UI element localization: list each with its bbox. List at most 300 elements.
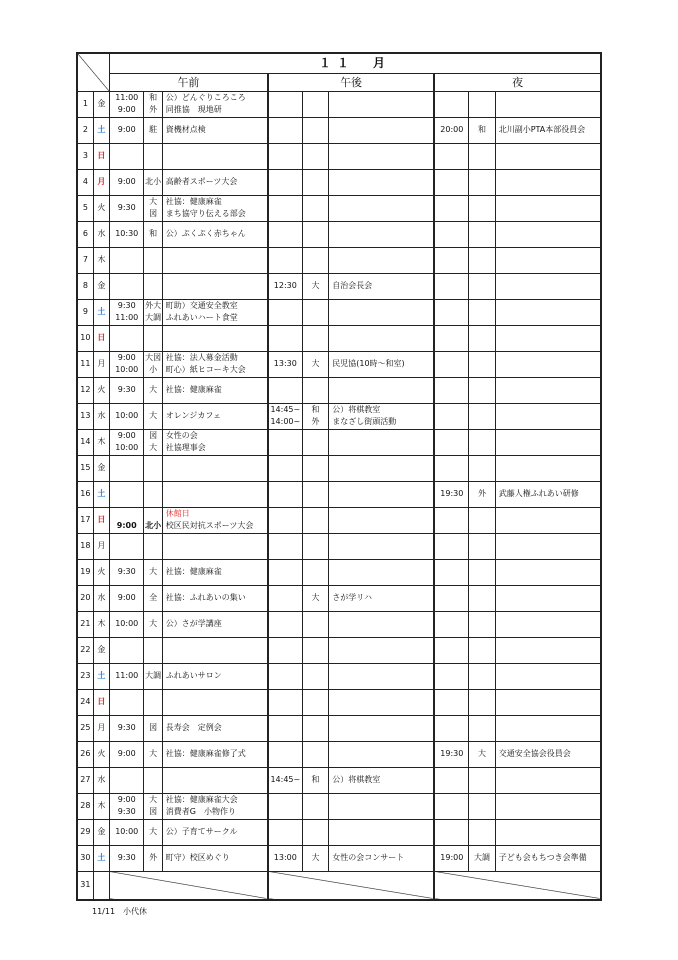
event-title-cell-pm (329, 455, 435, 481)
event-time-cell-night (434, 273, 469, 299)
event-place-cell-night (469, 585, 495, 611)
event-time-cell-am (109, 221, 144, 247)
day-number: 6 (77, 221, 93, 247)
event-title-cell-pm (329, 637, 435, 663)
event-title-cell-am (162, 247, 268, 273)
event-place: 図 (149, 430, 158, 440)
event-time: 14:45~ (270, 774, 301, 784)
event-place-cell-pm (302, 221, 328, 247)
day-number: 21 (77, 611, 93, 637)
event-time-cell-am (109, 819, 144, 845)
event-title: 町心）紙ヒコーキ大会 (165, 365, 246, 375)
event-place-cell-pm (302, 819, 328, 845)
event-place: 外 (478, 488, 487, 498)
day-of-week: 火 (93, 195, 109, 221)
event-place-cell-pm (302, 637, 328, 663)
event-time-cell-pm (268, 377, 303, 403)
event-title: オレンジカフェ (165, 410, 221, 420)
event-time-cell-night (434, 403, 469, 429)
day-of-week: 木 (93, 247, 109, 273)
event-title-cell-night (495, 273, 601, 299)
event-place: 大 (149, 826, 158, 836)
event-place-cell-pm (302, 143, 328, 169)
calendar-day-row (77, 429, 601, 455)
event-place: 外大 (145, 300, 162, 310)
event-place-cell-night (469, 455, 495, 481)
event-place: 駐 (149, 124, 158, 134)
section-header-pm: 午後 (268, 73, 434, 91)
event-title: 長寿会 定例会 (165, 722, 222, 732)
event-title: 社協：健康麻雀 (165, 384, 222, 394)
event-time-cell-pm (268, 169, 303, 195)
event-place: 北小 (145, 176, 162, 186)
event-time-cell-night (434, 195, 469, 221)
event-title: ふれあいサロン (165, 670, 222, 680)
event-place-cell-night (469, 637, 495, 663)
event-title: 公）将棋教室 (332, 404, 381, 414)
event-title-cell-pm (329, 481, 435, 507)
event-title-cell-am (162, 299, 268, 325)
event-time-cell-am (109, 169, 144, 195)
event-place-cell-night (469, 767, 495, 793)
event-time-cell-pm (268, 455, 303, 481)
event-title-cell-night (495, 637, 601, 663)
day-of-week: 木 (93, 611, 109, 637)
event-time-cell-pm (268, 585, 303, 611)
calendar-day-row (77, 715, 601, 741)
event-title-cell-pm (329, 273, 435, 299)
event-time-cell-night (434, 507, 469, 533)
event-time-cell-night (434, 325, 469, 351)
event-place-cell-night (469, 741, 495, 767)
event-place-cell-pm (302, 377, 328, 403)
event-time: 14:00~ (270, 417, 301, 427)
event-time-cell-am (109, 689, 144, 715)
blank-diagonal-pm (268, 871, 434, 900)
event-title: 社協：健康麻雀 (165, 196, 222, 206)
event-title-cell-am (162, 793, 268, 819)
event-place: 図 (149, 209, 158, 219)
event-title-cell-am (162, 195, 268, 221)
calendar-day-row (77, 689, 601, 715)
day-number: 1 (77, 91, 93, 117)
event-time-cell-am (109, 767, 144, 793)
event-title: 交通安全協会役員会 (498, 748, 571, 758)
event-title: 女性の会コンサート (332, 852, 405, 862)
event-time-cell-am (109, 351, 144, 377)
event-time-cell-pm (268, 637, 303, 663)
event-title-cell-pm (329, 793, 435, 819)
event-time-cell-night (434, 429, 469, 455)
event-time-cell-pm (268, 117, 303, 143)
event-time: 9:00 (116, 521, 137, 531)
calendar-day-row (77, 195, 601, 221)
event-place: 大 (311, 592, 320, 602)
day-number: 28 (77, 793, 93, 819)
event-place: 大 (149, 748, 158, 758)
day-number: 7 (77, 247, 93, 273)
day-of-week: 水 (93, 767, 109, 793)
calendar-day-row (77, 585, 601, 611)
event-place-cell-am (144, 429, 162, 455)
event-time-cell-am (109, 117, 144, 143)
event-time-cell-am (109, 741, 144, 767)
event-place-cell-am (144, 637, 162, 663)
calendar-day-row (77, 845, 601, 871)
event-place-cell-am (144, 663, 162, 689)
event-place-cell-am (144, 143, 162, 169)
event-place-cell-night (469, 117, 495, 143)
event-place-cell-am (144, 767, 162, 793)
event-place: 北小 (145, 521, 162, 531)
event-place: 大 (478, 748, 487, 758)
day-number: 18 (77, 533, 93, 559)
event-time: 9:30 (117, 807, 136, 817)
event-time: 11:00 (115, 670, 139, 680)
event-place-cell-night (469, 793, 495, 819)
event-time-cell-pm (268, 429, 303, 455)
event-time-cell-am (109, 91, 144, 117)
event-title-cell-pm (329, 169, 435, 195)
event-title-cell-pm (329, 767, 435, 793)
event-place-cell-night (469, 221, 495, 247)
event-place: 大 (149, 443, 158, 453)
event-title-cell-am (162, 689, 268, 715)
event-title: 高齢者スポーツ大会 (165, 176, 238, 186)
event-time-cell-night (434, 91, 469, 117)
event-title-cell-night (495, 117, 601, 143)
event-time: 9:00 (117, 748, 136, 758)
day-of-week: 火 (93, 741, 109, 767)
day-of-week: 金 (93, 819, 109, 845)
event-time: 9:30 (117, 300, 136, 310)
event-place-cell-pm (302, 325, 328, 351)
event-time: 9:00 (117, 592, 136, 602)
section-header-row (77, 73, 601, 91)
event-time-cell-night (434, 741, 469, 767)
day-of-week: 木 (93, 429, 109, 455)
event-title-cell-night (495, 195, 601, 221)
event-title-cell-pm (329, 715, 435, 741)
day-of-week: 月 (93, 169, 109, 195)
day-of-week: 木 (93, 793, 109, 819)
event-time-cell-am (109, 715, 144, 741)
event-time-cell-pm (268, 221, 303, 247)
calendar-day-row (77, 403, 601, 429)
event-title-cell-night (495, 351, 601, 377)
event-title: ふれあいハート食堂 (165, 313, 238, 323)
event-place-cell-night (469, 845, 495, 871)
event-title: 社協：健康麻雀大会 (165, 794, 238, 804)
event-time-cell-am (109, 507, 144, 533)
event-title-cell-pm (329, 533, 435, 559)
event-place: 大調 (474, 852, 491, 862)
day-number: 10 (77, 325, 93, 351)
day-of-week: 水 (93, 585, 109, 611)
calendar-day-row (77, 741, 601, 767)
event-time-cell-night (434, 793, 469, 819)
day-number: 2 (77, 117, 93, 143)
event-title-cell-night (495, 689, 601, 715)
event-time: 19:30 (440, 488, 464, 498)
event-place-cell-am (144, 273, 162, 299)
calendar-day-row (77, 247, 601, 273)
event-title-cell-pm (329, 611, 435, 637)
event-title-cell-am (162, 481, 268, 507)
event-title-cell-night (495, 325, 601, 351)
calendar-day-row (77, 871, 601, 900)
event-place-cell-pm (302, 845, 328, 871)
event-time-cell-pm (268, 299, 303, 325)
event-title-cell-night (495, 429, 601, 455)
event-time-cell-pm (268, 533, 303, 559)
event-place-cell-pm (302, 481, 328, 507)
calendar-day-row (77, 299, 601, 325)
event-place-cell-am (144, 689, 162, 715)
day-number: 3 (77, 143, 93, 169)
footer-note: 11/11 小代休 (92, 907, 148, 916)
event-place: 大 (311, 358, 320, 368)
event-time-cell-night (434, 819, 469, 845)
monthly-calendar-table (76, 52, 602, 901)
event-time-cell-night (434, 169, 469, 195)
event-time-cell-pm (268, 741, 303, 767)
calendar-day-row (77, 793, 601, 819)
event-time-cell-pm (268, 663, 303, 689)
event-title-cell-am (162, 715, 268, 741)
event-title-cell-night (495, 455, 601, 481)
corner-diagonal-cell (77, 53, 109, 91)
event-time: 9:00 (117, 105, 136, 115)
event-time-cell-night (434, 845, 469, 871)
event-time-cell-am (109, 299, 144, 325)
event-title: 女性の会 (165, 430, 198, 440)
event-place: 大 (149, 410, 158, 420)
event-place-cell-night (469, 481, 495, 507)
calendar-day-row (77, 117, 601, 143)
event-time-cell-am (109, 559, 144, 585)
day-number: 25 (77, 715, 93, 741)
blank-diagonal-am (109, 871, 267, 900)
event-title-cell-pm (329, 663, 435, 689)
event-time: 9:30 (117, 202, 136, 212)
event-title-cell-pm (329, 845, 435, 871)
event-place: 和 (311, 774, 320, 784)
day-of-week: 水 (93, 403, 109, 429)
event-time-cell-night (434, 767, 469, 793)
event-title-cell-pm (329, 819, 435, 845)
event-place-cell-pm (302, 715, 328, 741)
event-time-cell-pm (268, 845, 303, 871)
event-time-cell-night (434, 455, 469, 481)
event-place-cell-am (144, 403, 162, 429)
event-time-cell-pm (268, 689, 303, 715)
event-title-cell-night (495, 299, 601, 325)
event-time: 9:30 (117, 852, 136, 862)
event-title-cell-am (162, 585, 268, 611)
event-time: 13:00 (273, 852, 297, 862)
event-time: 14:45~ (270, 404, 301, 414)
event-place: 大 (149, 196, 158, 206)
event-title: 消費者G 小物作り (165, 807, 236, 817)
event-title-cell-night (495, 767, 601, 793)
day-number: 22 (77, 637, 93, 663)
event-place-cell-night (469, 611, 495, 637)
event-place-cell-pm (302, 559, 328, 585)
event-place-cell-night (469, 429, 495, 455)
event-place-cell-am (144, 715, 162, 741)
day-number: 9 (77, 299, 93, 325)
event-time-cell-am (109, 143, 144, 169)
event-place: 大 (149, 384, 158, 394)
event-place-cell-night (469, 403, 495, 429)
event-place-cell-pm (302, 247, 328, 273)
event-title-cell-night (495, 169, 601, 195)
event-time-cell-pm (268, 91, 303, 117)
event-title-cell-night (495, 481, 601, 507)
section-header-am: 午前 (109, 73, 267, 91)
event-place-cell-pm (302, 611, 328, 637)
day-number: 27 (77, 767, 93, 793)
calendar-day-row (77, 611, 601, 637)
event-title-cell-night (495, 403, 601, 429)
event-place-cell-night (469, 299, 495, 325)
day-number: 20 (77, 585, 93, 611)
section-header-night: 夜 (434, 73, 601, 91)
event-place: 大 (311, 852, 320, 862)
event-title-cell-am (162, 351, 268, 377)
event-place-cell-pm (302, 741, 328, 767)
calendar-day-row (77, 533, 601, 559)
event-place-cell-am (144, 793, 162, 819)
event-place-cell-am (144, 377, 162, 403)
event-title-cell-am (162, 117, 268, 143)
event-title: 社協理事会 (165, 443, 206, 453)
event-title-cell-am (162, 429, 268, 455)
event-time: 19:00 (440, 852, 464, 862)
event-time: 9:00 (117, 176, 136, 186)
event-place-cell-night (469, 819, 495, 845)
event-time-cell-night (434, 689, 469, 715)
event-time-cell-am (109, 611, 144, 637)
month-title: １１ 月 (109, 53, 601, 73)
event-time-cell-night (434, 143, 469, 169)
event-title: 公）さが学講座 (165, 618, 222, 628)
event-title: 社協：健康麻雀 (165, 566, 222, 576)
event-place: 和 (149, 228, 158, 238)
event-place-cell-night (469, 169, 495, 195)
day-number: 16 (77, 481, 93, 507)
event-place-cell-pm (302, 195, 328, 221)
event-time-cell-pm (268, 325, 303, 351)
calendar-day-row (77, 91, 601, 117)
event-title-cell-pm (329, 559, 435, 585)
day-of-week: 金 (93, 455, 109, 481)
event-title: 町助）交通安全教室 (165, 300, 238, 310)
event-place-cell-am (144, 247, 162, 273)
event-place: 全 (149, 592, 158, 602)
event-time-cell-night (434, 117, 469, 143)
day-number: 14 (77, 429, 93, 455)
event-time-cell-pm (268, 351, 303, 377)
day-number: 23 (77, 663, 93, 689)
event-place-cell-pm (302, 117, 328, 143)
event-place-cell-am (144, 533, 162, 559)
day-number: 13 (77, 403, 93, 429)
calendar-day-row (77, 819, 601, 845)
event-title-cell-pm (329, 299, 435, 325)
event-title: 自治会長会 (332, 280, 373, 290)
event-place-cell-pm (302, 793, 328, 819)
event-place-cell-night (469, 247, 495, 273)
calendar-day-row (77, 221, 601, 247)
event-place-cell-night (469, 715, 495, 741)
day-of-week: 日 (93, 507, 109, 533)
event-title: 公）子育てサークル (165, 826, 238, 836)
event-time-cell-night (434, 533, 469, 559)
calendar-day-row (77, 351, 601, 377)
event-title: 民児協(10時～和室) (332, 358, 405, 368)
event-time-cell-pm (268, 143, 303, 169)
event-time-cell-night (434, 559, 469, 585)
day-number: 29 (77, 819, 93, 845)
event-place-cell-am (144, 507, 162, 533)
day-of-week: 月 (93, 715, 109, 741)
event-title-cell-am (162, 611, 268, 637)
event-title-cell-night (495, 533, 601, 559)
event-time-cell-am (109, 273, 144, 299)
calendar-day-row (77, 273, 601, 299)
event-title-cell-night (495, 845, 601, 871)
event-time-cell-am (109, 195, 144, 221)
event-place-cell-pm (302, 299, 328, 325)
day-of-week: 金 (93, 273, 109, 299)
event-time-cell-pm (268, 611, 303, 637)
event-place-cell-night (469, 507, 495, 533)
event-title-cell-am (162, 169, 268, 195)
day-of-week: 火 (93, 377, 109, 403)
event-time-cell-pm (268, 767, 303, 793)
event-place-cell-night (469, 195, 495, 221)
event-title: さが学リハ (332, 592, 372, 602)
event-title-cell-pm (329, 403, 435, 429)
event-place: 大図 (145, 352, 162, 362)
place-spacer (144, 508, 161, 520)
event-place-cell-am (144, 741, 162, 767)
event-title-cell-pm (329, 91, 435, 117)
event-title: 公）ぷくぷく赤ちゃん (165, 228, 246, 238)
event-time: 10:30 (115, 228, 139, 238)
day-of-week: 土 (93, 117, 109, 143)
event-place: 外 (149, 852, 158, 862)
event-time: 12:30 (273, 280, 297, 290)
event-time: 11:00 (115, 92, 139, 102)
event-time-cell-am (109, 845, 144, 871)
event-place-cell-am (144, 117, 162, 143)
event-time-cell-night (434, 351, 469, 377)
event-title-cell-night (495, 507, 601, 533)
event-place-cell-am (144, 299, 162, 325)
blank-diagonal-night (434, 871, 601, 900)
event-title-cell-am (162, 845, 268, 871)
event-time-cell-night (434, 663, 469, 689)
event-place-cell-pm (302, 663, 328, 689)
event-time: 11:00 (115, 313, 139, 323)
event-place-cell-night (469, 91, 495, 117)
event-title-cell-am (162, 221, 268, 247)
event-time: 9:00 (117, 430, 136, 440)
event-time-cell-pm (268, 195, 303, 221)
